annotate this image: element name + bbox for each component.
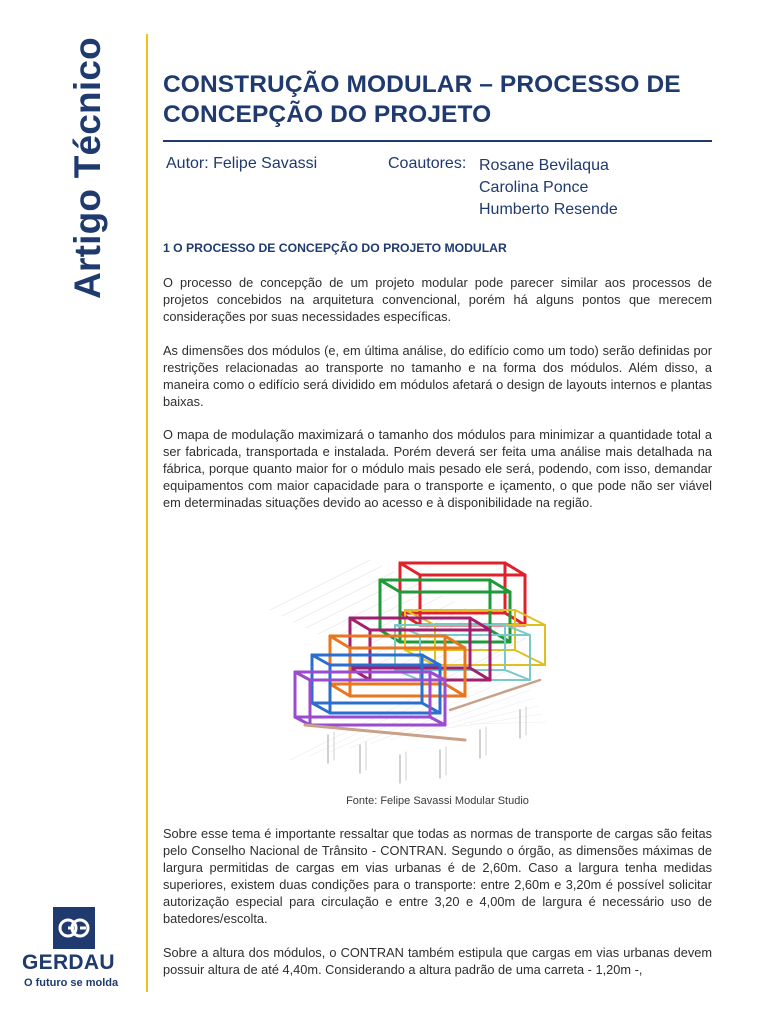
figure-caption: Fonte: Felipe Savassi Modular Studio: [346, 795, 529, 807]
paragraph: O mapa de modulação maximizará o tamanho dos módulos para minimizar a quantidade total a ser fabricada, transportada e instalada. Porém deverá ser feita uma análise mais detalhada na fábrica, porque quanto maior for o módulo mais pesado ele será, podendo, com isso, demandar equipamentos com maior capacidade para o transporte e içamento, o que pode não ser viável em determinadas situações devido ao acesso e à disponibilidade na região.: [163, 427, 712, 510]
paragraph: Sobre a altura dos módulos, o CONTRAN também estipula que cargas em vias urbanas devem possuir altura de até 4,40m. Considerando a altura padrão de uma carreta - 1,20m -,: [163, 945, 712, 977]
coauthor-name: Rosane Bevilaqua: [479, 157, 609, 174]
coauthors-list: [479, 155, 618, 221]
modular-structure-figure: [250, 530, 580, 785]
coauthor-name: Humberto Resende: [479, 201, 618, 218]
logo-name: GERDAU: [22, 951, 115, 974]
title-line-2: CONCEPÇÃO DO PROJETO: [163, 101, 492, 128]
sidebar-title: Artigo Técnico: [67, 37, 108, 299]
title-line-1: CONSTRUÇÃO MODULAR – PROCESSO DE: [163, 71, 681, 98]
title-divider: [163, 140, 712, 142]
section-heading: 1 O PROCESSO DE CONCEPÇÃO DO PROJETO MODULAR: [163, 241, 507, 255]
logo-tagline: O futuro se molda: [24, 977, 119, 989]
author: Autor: Felipe Savassi: [166, 155, 318, 172]
coauthors-label: Coautores:: [388, 155, 467, 172]
gerdau-logo-icon: [53, 907, 95, 949]
paragraph: As dimensões dos módulos (e, em última análise, do edifício como um todo) serão definidas por restrições relacionadas ao transporte no tamanho e na forma dos módulos. Além disso, a maneira como o edifício será dividido em módulos afetará o design de layouts internos e plantas baixas.: [163, 343, 712, 409]
paragraph: Sobre esse tema é importante ressaltar que todas as normas de transporte de cargas são feitas pelo Conselho Nacional de Trânsito - CONTRAN. Segundo o órgão, as dimensões máximas de largura permitidas de cargas em vias urbanas é de 2,60m. Caso a largura tenha medidas superiores, existem duas condições para o transporte: entre 2,60m e 3,20m é possível solicitar autorização especial para circulação e entre 3,20 e 4,00m de largura é necessário uso de batedores/escolta.: [163, 826, 712, 926]
coauthor-name: Carolina Ponce: [479, 179, 589, 196]
accent-divider: [146, 34, 148, 992]
article-title: [163, 70, 723, 130]
paragraph: O processo de concepção de um projeto modular pode parecer similar aos processos de projetos concebidos na arquitetura convencional, porém há alguns pontos que merecem considerações por suas necessidades específicas.: [163, 275, 712, 324]
